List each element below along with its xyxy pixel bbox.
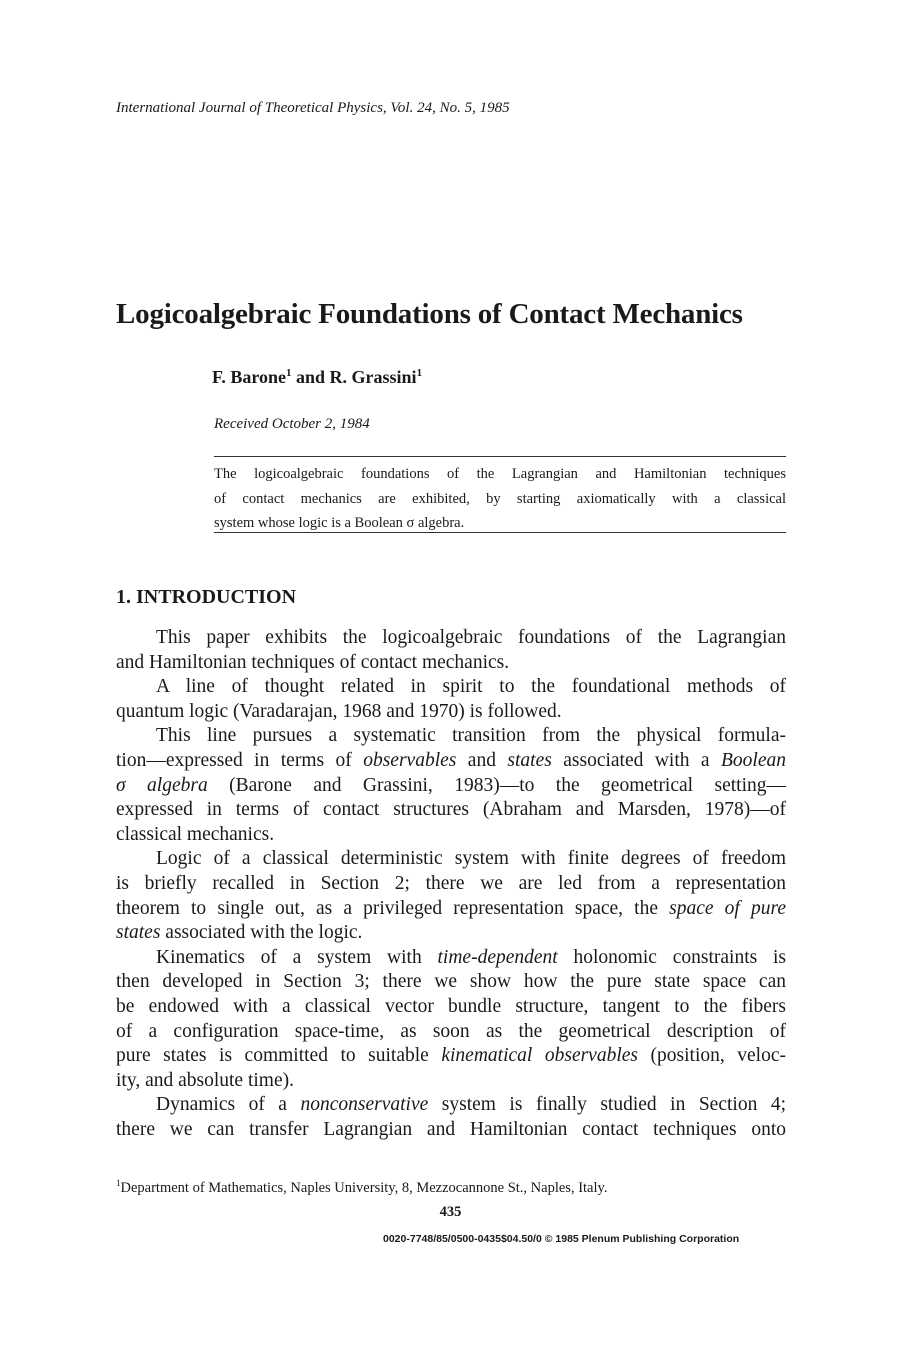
author-1: F. Barone <box>212 367 287 387</box>
abstract-line: of contact mechanics are exhibited, by starting axiomatically with a classical <box>214 490 786 507</box>
body-line: A line of thought related in spirit to the foundational methods of <box>156 676 786 698</box>
body-line: is briefly recalled in Section 2; there we are led from a representation <box>116 872 786 894</box>
abstract-bottom-rule <box>214 532 786 533</box>
body-line: quantum logic (Varadarajan, 1968 and 1970) is followed. <box>116 700 562 722</box>
body-line: Dynamics of a nonconservative system is finally studied in Section 4; <box>156 1094 786 1116</box>
body-line: σ algebra (Barone and Grassini, 1983)—to the geometrical setting— <box>116 774 786 796</box>
body-line: expressed in terms of contact structures (Abraham and Marsden, 1978)—of <box>116 799 786 821</box>
journal-citation: International Journal of Theoretical Physics, Vol. 24, No. 5, 1985 <box>116 100 510 116</box>
footnote-mark: 1 <box>116 1178 121 1188</box>
body-line: Kinematics of a system with time-dependent holonomic constraints is <box>156 946 786 968</box>
body-line: be endowed with a classical vector bundle structure, tangent to the fibers <box>116 995 786 1017</box>
abstract <box>214 466 786 540</box>
body-line: pure states is committed to suitable kinematical observables (position, veloc- <box>116 1045 786 1067</box>
author-conjunction: and <box>296 367 326 387</box>
page-number: 435 <box>439 1204 462 1220</box>
body-line: then developed in Section 3; there we show how the pure state space can <box>116 971 786 993</box>
abstract-top-rule <box>214 456 786 457</box>
section-heading: 1. INTRODUCTION <box>116 586 297 608</box>
body-line: and Hamiltonian techniques of contact mechanics. <box>116 651 510 673</box>
author-line <box>212 367 422 388</box>
footnote <box>116 1178 607 1197</box>
footnote-text: Department of Mathematics, Naples University, 8, Mezzocannone St., Naples, Italy. <box>120 1179 608 1196</box>
abstract-line: The logicoalgebraic foundations of the Lagrangian and Hamiltonian techniques <box>214 466 786 482</box>
abstract-line: system whose logic is a Boolean σ algebra. <box>214 515 465 532</box>
body-text <box>116 626 786 1142</box>
affiliation-mark-1: 1 <box>286 367 292 379</box>
affiliation-mark-2: 1 <box>416 367 423 379</box>
copyright-line: 0020-7748/85/0500-0435$04.50/0 © 1985 Plenum Publishing Corporation <box>383 1233 740 1245</box>
body-line: classical mechanics. <box>116 823 275 845</box>
body-line: theorem to single out, as a privileged representation space, the space of pure <box>116 897 786 919</box>
body-line: This line pursues a systematic transition from the physical formula- <box>156 725 786 747</box>
author-2: R. Grassini <box>329 367 417 387</box>
body-line: of a configuration space-time, as soon as the geometrical description of <box>116 1020 786 1042</box>
received-date: Received October 2, 1984 <box>214 416 370 432</box>
paper-title: Logicoalgebraic Foundations of Contact Mechanics <box>116 298 743 330</box>
body-line: tion—expressed in terms of observables and states associated with a Boolean <box>116 749 786 771</box>
body-line: there we can transfer Lagrangian and Hamiltonian contact techniques onto <box>116 1118 786 1140</box>
body-line: ity, and absolute time). <box>116 1069 294 1091</box>
body-line: states associated with the logic. <box>116 922 363 944</box>
body-line: Logic of a classical deterministic system with finite degrees of freedom <box>156 848 786 870</box>
body-line: This paper exhibits the logicoalgebraic foundations of the Lagrangian <box>156 627 786 648</box>
